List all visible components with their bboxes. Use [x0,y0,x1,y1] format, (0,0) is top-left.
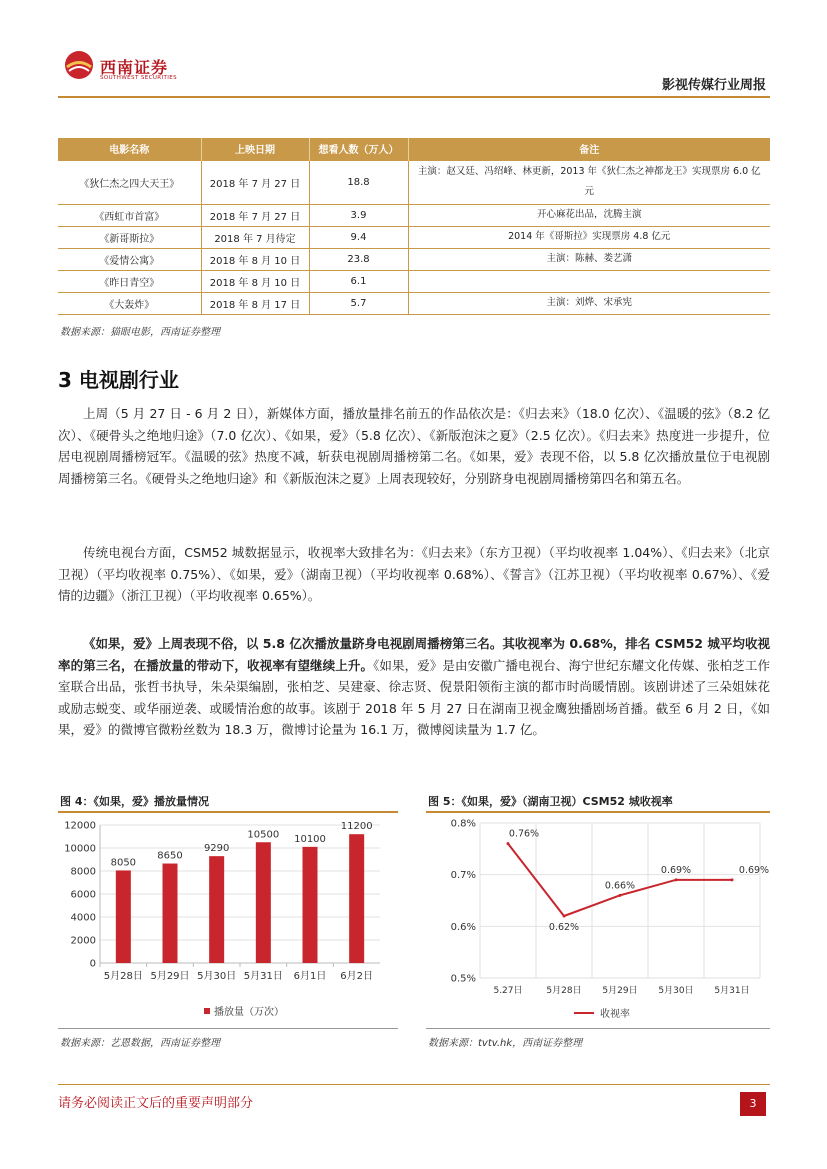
detail-text: 《如果，爱》是由安徽广播电视台、海宁世纪东耀文化传媒、张柏芝工作室联合出品，张哲书执导，朱朵渠编剧，张柏芝、吴建豪、徐志贤、倪景阳领衔主演的都市时尚暖情剧。该剧讲述了三朵姐妹花或励志蜕变、或华丽逆袭、或暖情治愈的故事。该剧于 2018 年 5 月 27 日在湖南卫视金鹰独播剧场首播。截至 6 月 2 日，《如果，爱》的微博官微粉丝数为 18.3 万，微博讨论量为 16.1 万，微博阅读量为 1.7 亿。 [58,657,770,737]
y-tick-label: 6000 [70,889,96,901]
fig5-source: 数据来源：tvtv.hk，西南证券整理 [428,1038,583,1049]
data-label: 10500 [247,829,280,841]
x-tick-label: 5月31日 [714,986,750,996]
movie-table [58,138,770,315]
release-date: 2018 年 7 月 27 日 [201,204,309,226]
data-label: 0.62% [548,922,580,933]
bar-chart [58,813,398,1028]
x-tick-label: 5月28日 [103,971,143,982]
paragraph-text [58,633,770,741]
column-header: 上映日期 [201,138,309,160]
paragraph-text: 传统电视台方面，CSM52 城数据显示，收视率大致排名为：《归去来》（东方卫视）（平均收视率 1.04%）、《归去来》（北京卫视）（平均收视率 0.75%）、《如果，爱》（湖南卫视）（平均收视率 0.68%）、《誓言》（江苏卫视）（平均收视率 0.67%）、《爱情的边疆》（浙江卫视）（平均收视率 0.65%）。 [58,545,770,603]
footer-notice: 请务必阅读正文后的重要声明部分 [58,1096,254,1111]
movie-name: 《狄仁杰之四大天王》 [58,160,201,204]
table-row [58,248,770,270]
y-tick-label: 0.6% [450,921,476,933]
table-header-row [58,138,770,160]
fig4-source: 数据来源：艺恩数据，西南证券整理 [60,1038,220,1049]
paragraph-text: 上周（5 月 27 日 - 6 月 2 日），新媒体方面，播放量排名前五的作品依次是：《归去来》（18.0 亿次）、《温暖的弦》（8.2 亿次）、《硬骨头之绝地归途》（7.0 亿次）、《如果，爱》（5.8 亿次）、《新版泡沫之夏》（2.5 亿次）。《归去来》热度进一步提升，位居电视剧周播榜冠军。《温暖的弦》热度不减，斩获电视剧周播榜第二名。《如果，爱》表现不俗，以 5.8 亿次播放量位于电视剧周播榜第三名。《硬骨头之绝地归途》和《新版泡沫之夏》上周表现较好，分别跻身电视剧周播榜第四名和第五名。 [58,406,770,486]
bar [209,856,224,963]
y-tick-label: 10000 [64,843,96,855]
movie-name: 《西虹市首富》 [58,204,201,226]
data-point [563,915,566,918]
data-label: 0.69% [660,864,692,876]
y-tick-label: 2000 [70,935,96,947]
x-tick-label: 5月29日 [150,971,190,982]
data-label: 9290 [203,843,230,855]
table-row [58,270,770,292]
y-tick-label: 8000 [70,866,96,878]
report-title: 影视传媒行业周报 [661,78,766,93]
bar [256,842,271,963]
data-point [507,842,510,845]
movie-name: 《新哥斯拉》 [58,226,201,248]
y-tick-label: 0.7% [450,870,476,882]
footer-divider [58,1084,770,1085]
movie-name: 《大轰炸》 [58,292,201,314]
data-label: 0.66% [604,880,636,892]
x-tick-label: 5月28日 [546,986,582,996]
x-tick-label: 5月29日 [602,986,638,996]
bar [349,834,364,963]
want-count: 18.8 [309,160,408,204]
movie-note: 主演：赵又廷、冯绍峰、林更新，2013 年《狄仁杰之神都龙王》实现票房 6.0 亿元 [408,160,770,204]
x-tick-label: 6月1日 [293,971,327,982]
header-divider [58,96,770,98]
fig4-bottom-rule [58,1028,398,1029]
x-tick-label: 5月30日 [658,986,694,996]
release-date: 2018 年 7 月待定 [201,226,309,248]
column-header: 想看人数（万人） [309,138,408,160]
table-row [58,292,770,314]
movie-note [408,270,770,292]
bar [116,870,131,963]
page-number: 3 [740,1092,766,1116]
table-row [58,160,770,204]
fig4-title: 图 4：《如果，爱》播放量情况 [60,795,209,808]
logo-text: 西南证券 [100,58,169,77]
data-point [731,878,734,881]
y-tick-label: 4000 [70,912,96,924]
data-point [619,894,622,897]
x-tick-label: 6月2日 [340,971,374,982]
highlight-text: 《如果，爱》上周表现不俗，以 5.8 亿次播放量跻身电视剧周播榜第三名。其收视率为 0.68%，排名 CSM52 城平均收视率的第三名，在播放量的带动下，收视率有望继续上升。 [58,636,770,673]
paragraph-highlight [58,633,770,741]
legend-swatch [204,1008,210,1014]
section-title: 3 电视剧行业 [58,368,179,392]
movie-name: 《爱情公寓》 [58,248,201,270]
release-date: 2018 年 8 月 10 日 [201,270,309,292]
bar [303,847,318,963]
paragraph-tv-ratings [58,542,770,607]
bar [163,864,178,963]
logo-subtext: SOUTHWEST SECURITIES [100,75,178,81]
page-header [58,40,770,98]
data-label: 8050 [110,857,137,869]
movie-note: 2014 年《哥斯拉》实现票房 4.8 亿元 [408,226,770,248]
column-header: 电影名称 [58,138,201,160]
paragraph-new-media [58,403,770,489]
want-count: 5.7 [309,292,408,314]
x-tick-label: 5月31日 [243,971,283,982]
data-label: 10100 [294,833,326,845]
want-count: 23.8 [309,248,408,270]
column-header: 备注 [408,138,770,160]
x-tick-label: 5.27日 [493,986,523,996]
legend-label: 收视率 [600,1009,630,1020]
table-source: 数据来源：猫眼电影，西南证券整理 [60,327,220,338]
release-date: 2018 年 7 月 27 日 [201,160,309,204]
want-count: 6.1 [309,270,408,292]
data-label: 0.76% [508,828,540,840]
movie-note: 开心麻花出品，沈腾主演 [408,204,770,226]
want-count: 3.9 [309,204,408,226]
table-row [58,204,770,226]
logo-icon [64,50,94,80]
y-tick-label: 0.5% [450,973,476,985]
data-label: 8650 [157,850,183,862]
table-row [58,226,770,248]
legend-label: 播放量（万次） [214,1007,284,1018]
data-point [675,878,678,881]
want-count: 9.4 [309,226,408,248]
y-tick-label: 12000 [64,820,96,832]
release-date: 2018 年 8 月 17 日 [201,292,309,314]
line-chart [426,813,770,1028]
movie-note: 主演：陈赫、娄艺潇 [408,248,770,270]
release-date: 2018 年 8 月 10 日 [201,248,309,270]
y-tick-label: 0.8% [450,818,476,830]
x-tick-label: 5月30日 [197,971,237,982]
movie-note: 主演：刘烨、宋承宪 [408,292,770,314]
movie-name: 《昨日青空》 [58,270,201,292]
y-tick-label: 0 [89,958,96,970]
data-label: 11200 [340,821,373,833]
data-label: 0.69% [738,864,770,876]
fig5-title: 图 5：《如果，爱》（湖南卫视）CSM52 城收视率 [428,795,673,808]
fig5-bottom-rule [426,1028,770,1029]
